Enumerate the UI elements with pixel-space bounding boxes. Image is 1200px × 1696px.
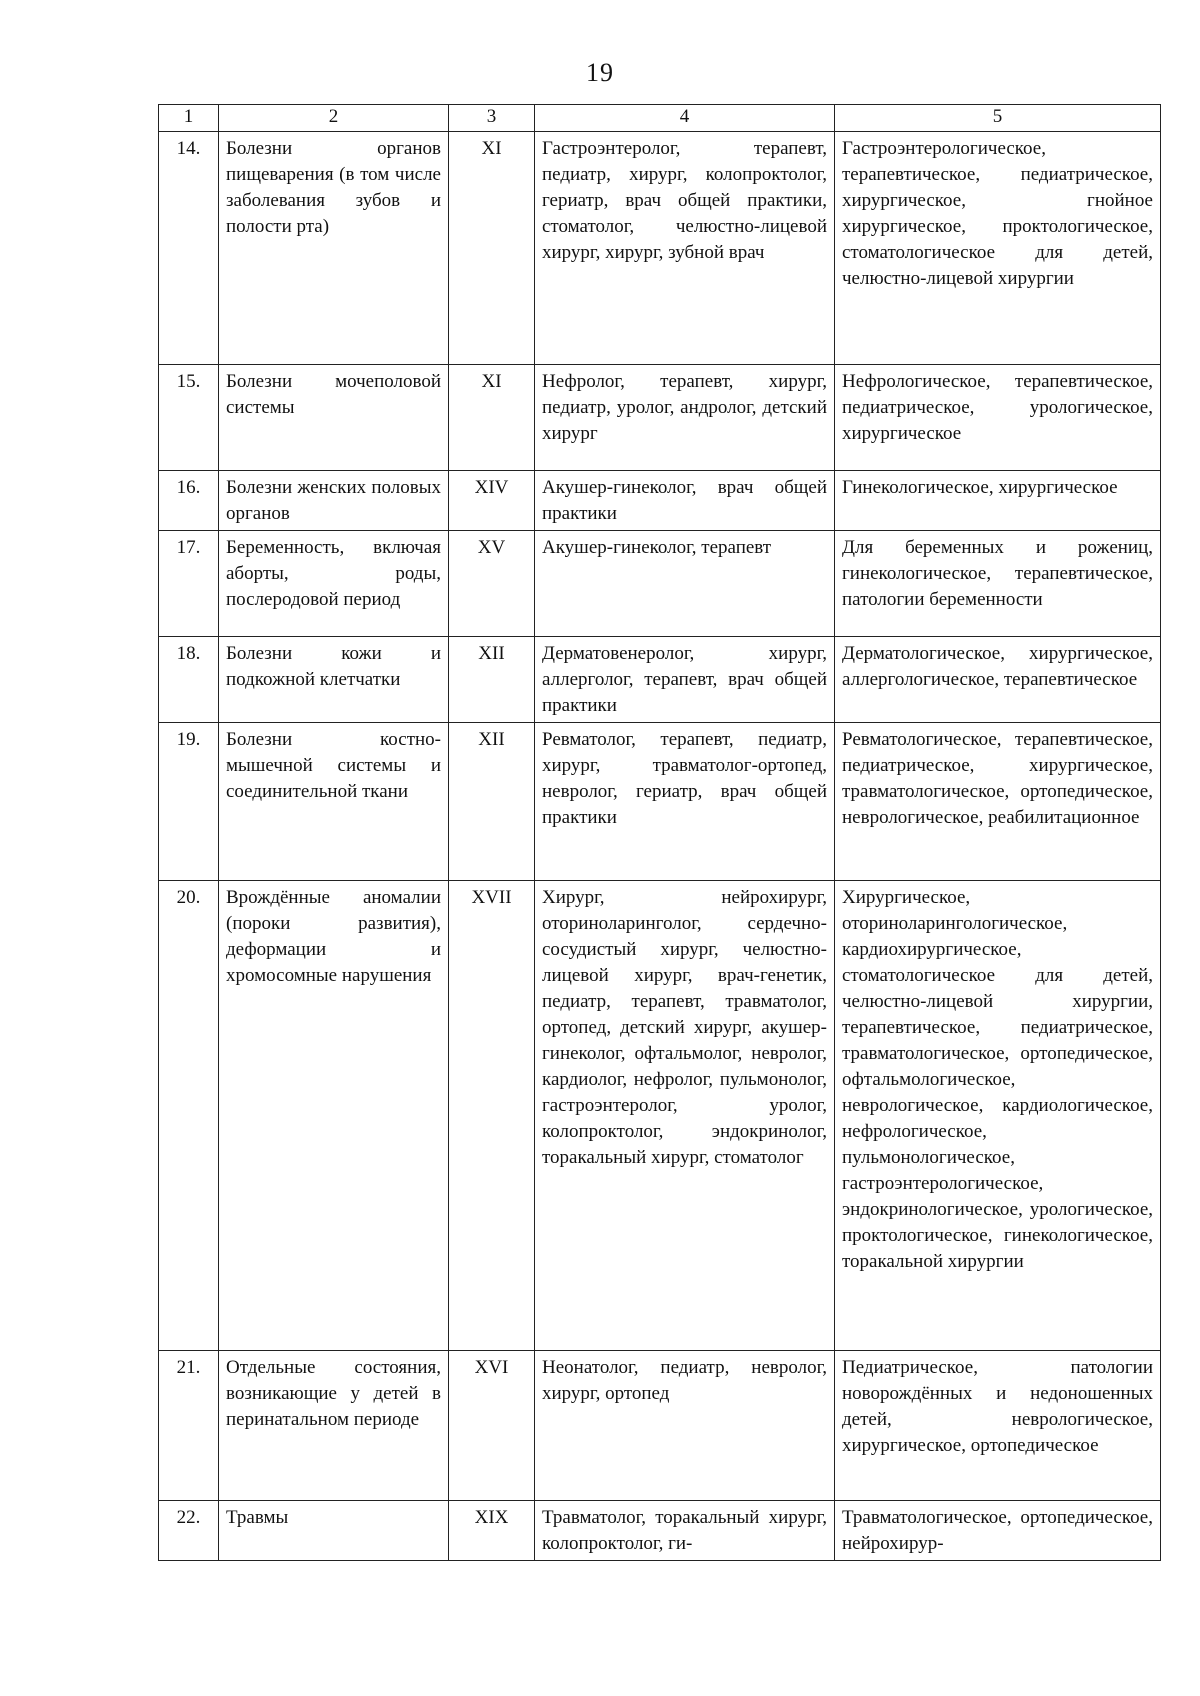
specialists-cell: Гастроэнтеролог, терапевт, педиатр, хирург, колопроктолог, гериатр, врач общей практики, стоматолог, челюстно-лицевой хирург, хирург, зубной врач — [535, 132, 835, 365]
row-number: 18. — [159, 637, 219, 723]
bed-profile-cell: Для беременных и рожениц, гинекологическое, терапевтическое, патологии беременности — [835, 531, 1161, 637]
bed-profile-cell: Травматологическое, ортопедическое, нейрохирур- — [835, 1501, 1161, 1561]
bed-profile-cell: Дерматологическое, хирургическое, аллергологическое, терапевтическое — [835, 637, 1161, 723]
disease-class-name: Болезни мочеполовой системы — [219, 365, 449, 471]
icd-class: XIX — [449, 1501, 535, 1561]
icd-class: XV — [449, 531, 535, 637]
header-col-2: 2 — [219, 105, 449, 132]
table-row — [159, 132, 1161, 365]
specialists-cell: Дерматовенеролог, хирург, аллерголог, терапевт, врач общей практики — [535, 637, 835, 723]
specialists-cell: Хирург, нейрохирург, оториноларинголог, сердечно-сосудистый хирург, челюстно-лицевой хирург, врач-генетик, педиатр, терапевт, травматолог, ортопед, детский хирург, акушер-гинеколог, офтальмолог, невролог, кардиолог, нефролог, пульмонолог, гастроэнтеролог, уролог, колопроктолог, эндокринолог, торакальный хирург, стоматолог — [535, 881, 835, 1351]
table-row — [159, 1501, 1161, 1561]
icd-class: XII — [449, 637, 535, 723]
row-number: 20. — [159, 881, 219, 1351]
row-number: 17. — [159, 531, 219, 637]
table-row — [159, 531, 1161, 637]
table-row — [159, 637, 1161, 723]
specialists-cell: Акушер-гинеколог, врач общей практики — [535, 471, 835, 531]
page-number: 19 — [586, 58, 614, 87]
disease-class-name: Болезни органов пищеварения (в том числе заболевания зубов и полости рта) — [219, 132, 449, 365]
icd-class: XVII — [449, 881, 535, 1351]
bed-profile-cell: Ревматологическое, терапевтическое, педиатрическое, хирургическое, травматологическое, ортопедическое, неврологическое, реабилитационное — [835, 723, 1161, 881]
disease-class-name: Врождённые аномалии (пороки развития), деформации и хромосомные нарушения — [219, 881, 449, 1351]
specialists-table — [158, 104, 1161, 1561]
icd-class: XI — [449, 365, 535, 471]
row-number: 19. — [159, 723, 219, 881]
header-col-3: 3 — [449, 105, 535, 132]
header-col-1: 1 — [159, 105, 219, 132]
disease-class-name: Отдельные состояния, возникающие у детей в перинатальном периоде — [219, 1351, 449, 1501]
row-number: 14. — [159, 132, 219, 365]
row-number: 21. — [159, 1351, 219, 1501]
specialists-cell: Акушер-гинеколог, терапевт — [535, 531, 835, 637]
icd-class: XVI — [449, 1351, 535, 1501]
bed-profile-cell: Гастроэнтерологическое, терапевтическое, педиатрическое, хирургическое, гнойное хирургическое, проктологическое, стоматологическое для детей, челюстно-лицевой хирургии — [835, 132, 1161, 365]
disease-class-name: Болезни костно-мышечной системы и соединительной ткани — [219, 723, 449, 881]
specialists-cell: Неонатолог, педиатр, невролог, хирург, ортопед — [535, 1351, 835, 1501]
icd-class: XIV — [449, 471, 535, 531]
row-number: 15. — [159, 365, 219, 471]
header-row — [159, 105, 1161, 132]
disease-class-name: Болезни женских половых органов — [219, 471, 449, 531]
table-row — [159, 1351, 1161, 1501]
specialists-cell: Ревматолог, терапевт, педиатр, хирург, травматолог-ортопед, невролог, гериатр, врач общей практики — [535, 723, 835, 881]
icd-class: XII — [449, 723, 535, 881]
table-row — [159, 365, 1161, 471]
table-row — [159, 471, 1161, 531]
specialists-cell: Травматолог, торакальный хирург, колопроктолог, ги- — [535, 1501, 835, 1561]
bed-profile-cell: Нефрологическое, терапевтическое, педиатрическое, урологическое, хирургическое — [835, 365, 1161, 471]
table-row — [159, 881, 1161, 1351]
header-col-5: 5 — [835, 105, 1161, 132]
disease-class-name: Беременность, включая аборты, роды, послеродовой период — [219, 531, 449, 637]
row-number: 22. — [159, 1501, 219, 1561]
specialists-cell: Нефролог, терапевт, хирург, педиатр, уролог, андролог, детский хирург — [535, 365, 835, 471]
row-number: 16. — [159, 471, 219, 531]
disease-class-name: Травмы — [219, 1501, 449, 1561]
table-row — [159, 723, 1161, 881]
bed-profile-cell: Хирургическое, оториноларингологическое, кардиохирургическое, стоматологическое для детей, челюстно-лицевой хирургии, терапевтическое, педиатрическое, травматологическое, ортопедическое, офтальмологическое, неврологическое, кардиологическое, нефрологическое, пульмонологическое, гастроэнтерологическое, эндокринологическое, урологическое, проктологическое, гинекологическое, торакальной хирургии — [835, 881, 1161, 1351]
disease-class-name: Болезни кожи и подкожной клетчатки — [219, 637, 449, 723]
bed-profile-cell: Гинекологическое, хирургическое — [835, 471, 1161, 531]
icd-class: XI — [449, 132, 535, 365]
header-col-4: 4 — [535, 105, 835, 132]
bed-profile-cell: Педиатрическое, патологии новорождённых и недоношенных детей, неврологическое, хирургическое, ортопедическое — [835, 1351, 1161, 1501]
